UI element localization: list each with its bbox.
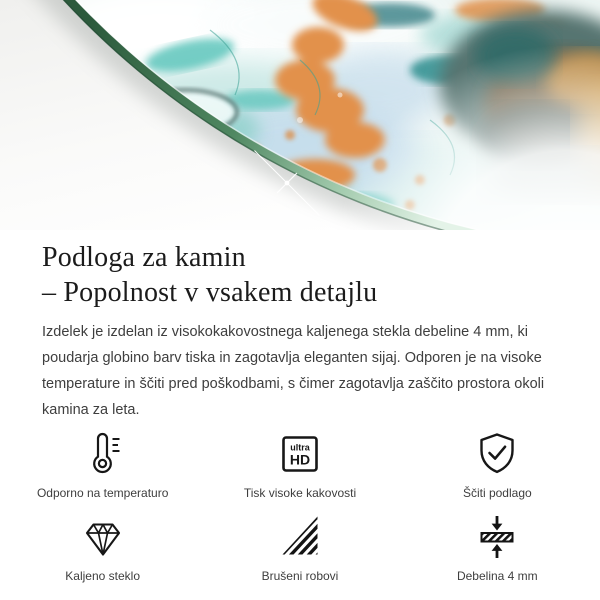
feature-grid — [0, 430, 600, 583]
thickness-icon — [473, 513, 521, 561]
product-info-section — [0, 230, 600, 423]
feature-temperature — [4, 430, 201, 500]
thermometer-icon — [79, 430, 127, 478]
title-line-2: – Popolnost v vsakem detajlu — [42, 277, 378, 308]
feature-label: Tisk visoke kakovosti — [243, 486, 357, 500]
brushed-edges-icon — [276, 513, 324, 561]
product-description: Izdelek je izdelan iz visokokakovostnega kaljenega stekla debeline 4 mm, ki poudarja globino barv tiska in zagotavlja eleganten sijaj. Odporen je na visoke temperature in ščiti pred poškodbami, s čimer zagotavlja zaščito prostora okoli kamina za leta. — [42, 324, 545, 418]
page-title — [42, 240, 558, 310]
feature-label: Brušeni robovi — [261, 569, 339, 583]
diamond-icon — [79, 513, 127, 561]
product-image — [0, 0, 600, 230]
feature-polished-edges — [201, 513, 398, 583]
feature-label: Odporno na temperaturo — [36, 486, 169, 500]
ultra-hd-badge-bottom: HD — [289, 451, 311, 468]
title-line-1: Podloga za kamin — [42, 242, 246, 273]
feature-label: Debelina 4 mm — [456, 569, 538, 583]
feature-tempered-glass — [4, 513, 201, 583]
feature-label: Ščiti podlago — [462, 486, 532, 500]
feature-thickness — [399, 513, 596, 583]
feature-protection — [399, 430, 596, 500]
feature-label: Kaljeno steklo — [65, 569, 141, 583]
ultra-hd-icon — [276, 430, 324, 478]
shield-check-icon — [473, 430, 521, 478]
feature-print-quality — [201, 430, 398, 500]
glass-panel-photo — [0, 0, 600, 230]
ultra-hd-badge-top: ultra — [290, 442, 310, 453]
